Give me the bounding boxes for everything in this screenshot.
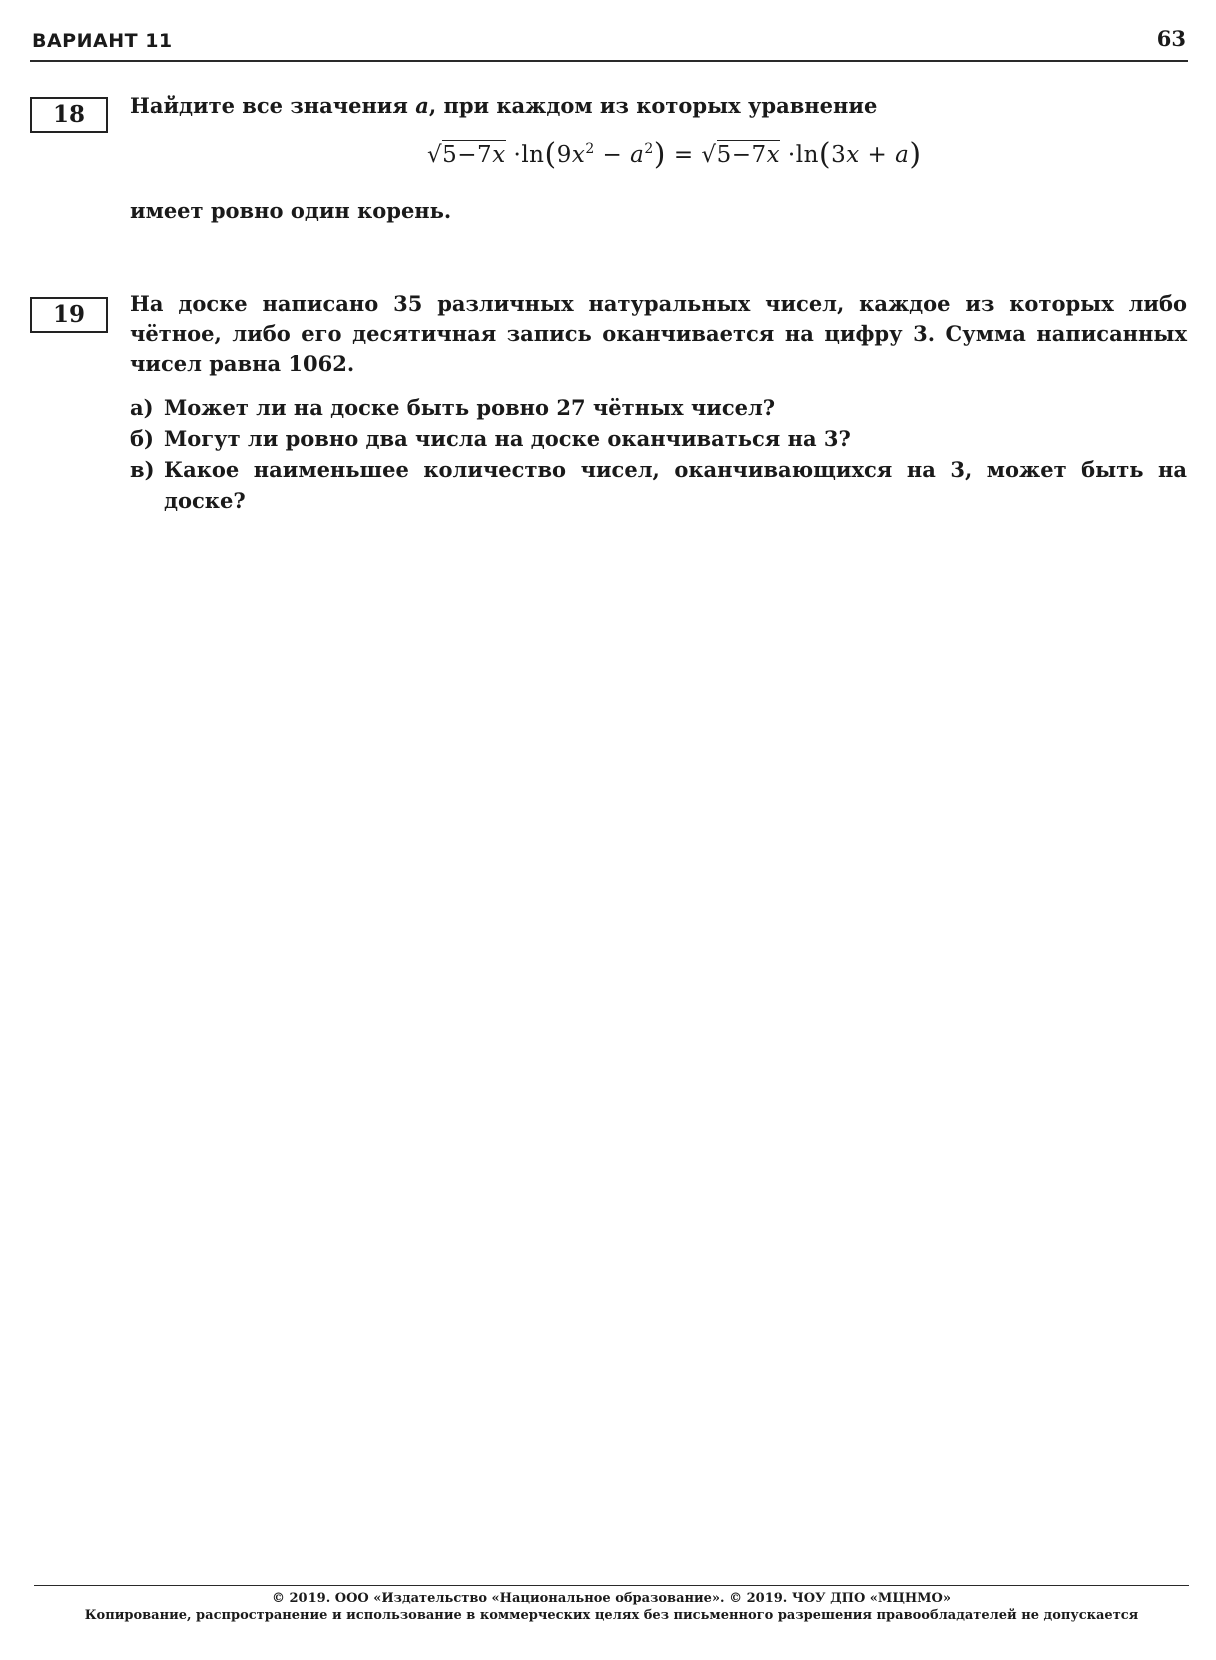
task-18-outro: имеет ровно один корень. [130,198,452,223]
ln-right: ln [795,142,819,168]
variant-title: ВАРИАНТ 11 [32,30,173,52]
sqrt-symbol-left: √ [427,142,443,168]
task-19-questions [130,392,1187,516]
page-header [30,26,1188,62]
footer-line-2: Копирование, распространение и использование в коммерческих целях без письменного разрешения правообладателей не допускается [84,1608,1139,1623]
task-18-intro-rest: , при каждом из которых уравнение [428,93,878,118]
task-18-intro: Найдите все значения [130,93,416,118]
sqrt-arg-left: 5−7x [442,142,506,168]
task-19-statement: На доске написано 35 различных натуральных чисел, каждое из которых либо чётное, либо его десятичная запись оканчивается на цифру 3. Сумма написанных чисел равна 1062. [130,291,1187,376]
task-19-number: 19 [30,297,108,333]
task-18-number: 18 [30,97,108,133]
item-text: Могут ли ровно два числа на доске оканчиваться на 3? [164,426,851,451]
list-item [130,392,1187,423]
page-number: 63 [1156,26,1186,51]
copyright-footer [34,1585,1189,1624]
item-letter: а) [130,395,154,420]
sqrt-arg-right: 5−7x [716,142,781,168]
item-letter: в) [130,457,155,482]
task-18-param: a [415,93,429,118]
ln-left: ln [521,142,545,168]
task-18-equation: $√5-7x \cdot\ln(9x^2 - a^2) = √5-7x \cdot\ln(3x + a)$ [427,137,922,172]
item-letter: б) [130,426,154,451]
list-item [130,454,1187,516]
sqrt-symbol-right: √ [701,142,717,168]
item-text: Какое наименьшее количество чисел, оканчивающихся на 3, может быть на доске? [164,457,1187,513]
footer-line-1: © 2019. ООО «Издательство «Национальное образование». © 2019. ЧОУ ДПО «МЦНМО» [271,1591,952,1606]
list-item [130,423,1187,454]
task-18-statement [130,91,1187,121]
item-text: Может ли на доске быть ровно 27 чётных чисел? [164,395,776,420]
